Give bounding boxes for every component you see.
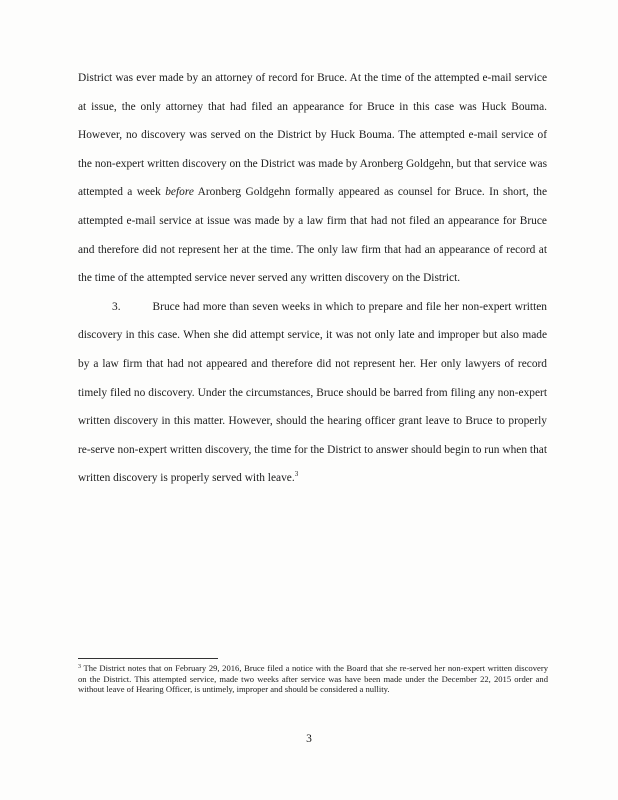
footnote-number: 3 (78, 664, 81, 670)
paragraph-3 (78, 293, 547, 493)
footnote (78, 663, 548, 695)
paragraph-text-segment: District was ever made by an attorney of record for Bruce. At the time of the attempted e-mail service at issue, the only attorney that had filed an appearance for Bruce in this case was Huck Bouma. However, no discovery was served on the District by Huck Bouma. The attempted e-mail service of the non-expert written discovery on the District was made by Aronberg Goldgehn, but that service was attempted a week (78, 72, 547, 199)
footnote-reference[interactable]: 3 (294, 470, 299, 479)
page-number: 3 (306, 733, 312, 745)
paragraph-text-segment: Bruce had more than seven weeks in which to prepare and file her non-expert written discovery in this case. When she did attempt service, it was not only late and improper but also made by a law firm that had not appeared and therefore did not represent her. Her only lawyers of record timely filed no discovery. Under the circumstances, Bruce should be barred from filing any non-expert written discovery in this matter. However, should the hearing officer grant leave to Bruce to properly re-serve non-expert written discovery, the time for the District to answer should begin to run when that written discovery is properly served with leave. (78, 300, 547, 485)
paragraph-text-segment: Aronberg Goldgehn formally appeared as counsel for Bruce. In short, the attempted e-mail service at issue was made by a law firm that had not filed an appearance for Bruce and therefore did not represent her at the time. The only law firm that had an appearance of record at the time of the attempted service never served any written discovery on the District. (78, 186, 547, 285)
paragraph-continued (78, 64, 547, 293)
emphasized-word: before (165, 186, 194, 199)
paragraph-number: 3. (112, 300, 121, 313)
footnote-separator (78, 658, 218, 659)
footnote-text: The District notes that on February 29, 2016, Bruce filed a notice with the Board that she re-served her non-expert written discovery on the District. This attempted service, made two weeks after service was have been made under the December 22, 2015 order and without leave of Hearing Officer, is untimely, improper and should be considered a nullity. (78, 663, 549, 695)
body-text (78, 64, 547, 493)
